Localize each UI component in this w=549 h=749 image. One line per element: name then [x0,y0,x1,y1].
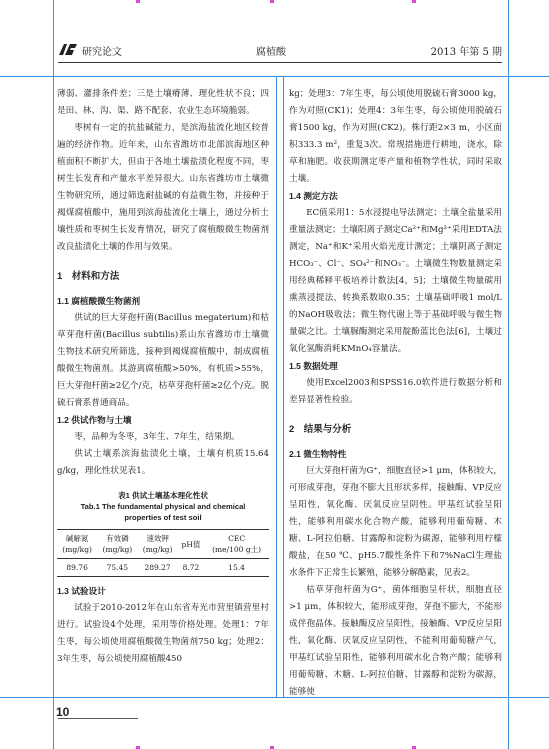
subsection-heading: 1.2 供试作物与土壤 [57,415,132,425]
page-header [58,40,502,62]
header-rule [58,62,502,63]
paragraph: 枯草芽孢杆菌为G⁺，菌体细胞呈杆状，细胞直径>1 μm，体积较大，能形成芽孢，芽孢不膨大，不能形成伴孢晶体。接触酶反应呈阳性，接触酶、VP反应呈阳性，氧化酶、厌氧反应呈阴性，不能利用葡萄糖产气，甲基红试验呈阳性，能够利用碳水化合物产酸；能够利用葡萄糖、木糖、L-阿拉伯糖、甘露醇和淀粉为碳源，能够使 [289,585,502,697]
paragraph: 使用Excel2003和SPSS16.0软件进行数据分析和差异显著性检验。 [289,378,502,405]
paragraph: 枣，品种为冬枣，3年生、7年生，结果期。 [74,432,240,442]
subsection-heading: 1.5 数据处理 [289,361,338,371]
paragraph: EC值采用1：5水浸提电导法测定；土壤全盐量采用重量法测定；土壤阳离子测定Ca²⁺和Mg²⁺采用EDTA法测定，Na⁺和K⁺采用火焰光度计测定；土壤阴离子测定HCO₃⁻、Cl⁻、SO₄²⁻和NO₃⁻。土壤微生物数量测定采用经典稀释平板培养计数法[4，5]；土壤微生物量碳用熏蒸浸提法，转换系数取0.35；土壤基础呼吸1 mol/L的NaOH吸收法；微生物代谢上等于基础呼吸与微生物量碳之比。土壤脲酶测定采用靛酚蓝比色法[6]，土壤过氧化氢酶消耗KMnO₄容量法。 [289,208,502,354]
crop-mark [136,0,140,3]
table-caption-cn: 表1 供试土壤基本理化性状 [118,491,208,500]
guide-line-top [0,76,549,77]
left-column [57,86,269,668]
table-cell: 289.27 [137,559,177,577]
crop-mark [270,0,274,3]
right-column [289,86,502,701]
guide-line-right [508,0,509,749]
subsection-heading: 1.3 试验设计 [57,586,106,596]
paragraph: 供试的巨大芽孢杆菌(Bacillus megaterium)和枯草芽孢杆菌(Bacillus subtilis)系山东省潍坊市土壤微生物技术研究所筛选，接种到褐煤腐植酸中，制成腐植酸微生物菌剂。其游离腐植酸>50%，有机质>55%，巨大芽孢杆菌≥2亿个/克，枯草芽孢杆菌≥2亿个/克。脱硫石膏系普通商品。 [57,313,269,408]
table-cell: 75.45 [97,559,137,577]
section-heading: 2 结果与分析 [289,424,352,435]
header-issue: 2013 年第 5 期 [430,47,502,58]
paragraph: 试验于2010-2012年在山东省寿光市营里镇营里村进行。试验设4个处理，采用等价格处理。处理1：7年生枣，每公顷使用腐植酸微生物菌剂750 kg；处理2：3年生枣，每公顷使用腐植酸450 [57,603,269,664]
paragraph: kg；处理3：7年生枣，每公顷使用脱硫石膏3000 kg，作为对照(CK1)；处理4：3年生枣，每公顷使用脱硫石膏1500 kg，作为对照(CK2)。株行距2×3 m，小区面积333.3 m²，重复3次。常规措施进行耕地，浇水，除草和施肥。收获期测定枣产量和植物学性状，同时采取土壤。 [289,89,502,184]
paragraph: 供试土壤系滨海盐渍化土壤，土壤有机质15.64 g/kg，理化性状见表1。 [57,449,269,476]
guide-line-gutter-left [276,77,277,697]
footer-rule [58,718,138,719]
crop-mark [412,0,416,3]
subsection-heading: 2.1 微生物特性 [289,449,347,459]
paragraph: 巨大芽孢杆菌为G⁺，细胞直径>1 μm，体积较大，可形成芽孢，芽孢不膨大且形状多样，接触酶、VP反应呈阳性，氧化酶、厌氧反应呈阴性。甲基红试验呈阳性，能够利用碳水化合物产酸，能够利用葡萄糖、木糖、L-阿拉伯糖、甘露醇和淀粉为碳源，能够利用柠檬酸盐，在50 ℃、pH5.7酸性条件下和7%NaCl生理盐水条件下正常生长繁殖，能够分解酪素，见表2。 [289,466,502,578]
section-heading: 1 材料和方法 [57,271,120,282]
table-header-cell: pH值 [178,530,205,559]
table-row [57,559,269,577]
header-journal-title: 腐植酸 [256,47,286,58]
subsection-heading: 1.1 腐植酸微生物菌剂 [57,296,141,306]
table-header-cell: 有效磷 (mg/kg) [97,530,137,559]
header-section: 研究论文 [82,47,122,58]
table-header-cell: CEC (me/100 g土) [204,530,269,559]
table [57,529,269,577]
soil-properties-table [57,490,269,577]
table-header-cell: 碱解氮 (mg/kg) [57,530,97,559]
page-number: 10 [56,705,70,719]
paragraph: 枣树有一定的抗盐碱能力，是滨海盐流化地区较普遍的经济作物。近年来，山东省潍坊市北部滨海地区种植面积不断扩大，但由于各地土壤盐渍化程度不同，枣树生长发育和产量水平差异很大。山东省潍坊市土壤微生物研究所，通过筛选耐盐碱的有益微生物，并接种于褐煤腐植酸中，施用到滨海盐流化土壤上，通过分析土壤性质和枣树生长发育情况，研究了腐植酸微生物菌剂改良盐渍化土壤的作用与效果。 [57,123,269,252]
table-caption-en: Tab.1 The fundamental physical and chemical properties of test soil [80,502,246,522]
table-cell: 89.76 [57,559,97,577]
journal-logo-icon [58,42,78,56]
table-header-cell: 速效钾 (mg/kg) [137,530,177,559]
guide-line-gutter-right [283,77,284,697]
table-cell: 15.4 [204,559,269,577]
table-header-row [57,530,269,559]
subsection-heading: 1.4 测定方法 [289,191,338,201]
paragraph: 薄弱、灌排条件差；三是土壤瘠薄、理化性状不良；四是田、林、沟、渠、路不配套、农业生态环境脆弱。 [57,89,269,116]
guide-line-left [53,0,54,749]
table-cell: 8.72 [178,559,205,577]
